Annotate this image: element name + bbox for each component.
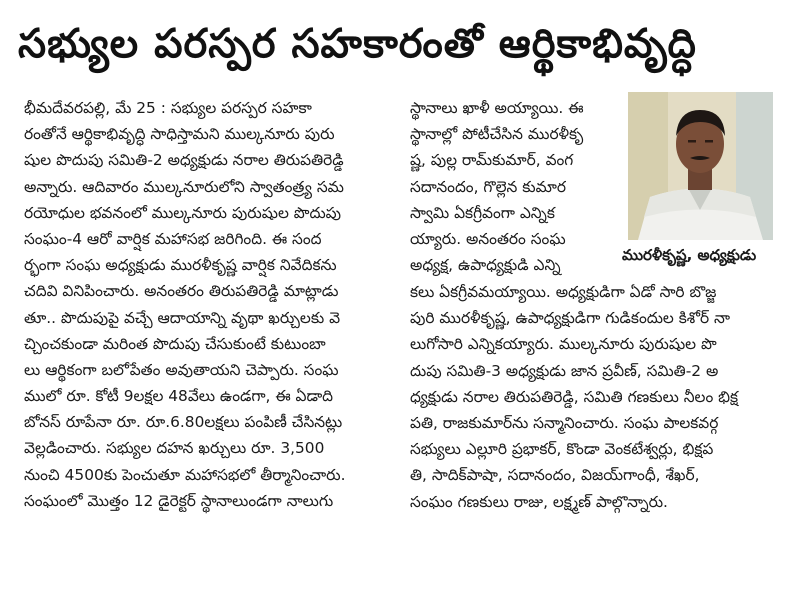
portrait-photo (628, 92, 773, 240)
text-line: తూ.. పొదుపుపై వచ్చే ఆదాయాన్ని వృథా ఖర్చులకు వె (24, 308, 341, 327)
text-line: ధ్యక్షుడు నరాల తిరుపతిరెడ్డి, సమితి గణకులు నీలం భిక్ష (410, 387, 739, 406)
text-line: సభ్యులు ఎల్లూరి ప్రభాకర్, కొండా వెంకటేశ్వర్లు, భిక్షప (410, 440, 714, 459)
text-line: చ్చించకుండా మరింత పొదుపు చేసుకుంటే కుటుంబా (24, 334, 326, 353)
headline: సభ్యుల పరస్పర సహకారంతో ఆర్థికాభివృద్ధి (18, 21, 697, 67)
text-line: వెల్లడించారు. సభ్యుల దహన ఖర్చులు రూ. 3,500 (24, 439, 325, 458)
text-line: స్థానాల్లో పోటీచేసిన మురళీకృ (410, 125, 584, 144)
text-line: భీమదేవరపల్లి, మే 25 : సభ్యుల పరస్పర సహకా (24, 99, 312, 117)
text-line: సదానందం, గొల్లెన కుమార (410, 177, 566, 196)
text-line: రంతోనే ఆర్థికాభివృద్ధి సాధిస్తామని ముల్కనూరు పురు (24, 125, 335, 144)
text-line: తి, సాదిక్‌పాషా, సదానందం, విజయ్‌గాంధీ, శేఖర్, (410, 466, 700, 485)
text-line: బోనస్ రూపేనా రూ. రూ.6.80లక్షలు పంపిణీ చేసినట్లు (24, 413, 343, 432)
text-line: కలు ఏకగ్రీవమయ్యాయి. అధ్యక్షుడిగా ఏడో సారి బొజ్జ (410, 283, 717, 301)
text-line: య్యారు. అనంతరం సంఘ (410, 229, 566, 248)
text-line: స్థానాలు ఖాళీ అయ్యాయి. ఈ (410, 99, 584, 117)
portrait-illustration (628, 92, 773, 240)
text-line: స్వామి ఏకగ్రీవంగా ఎన్నిక (410, 203, 555, 222)
photo-caption: మురళీకృష్ణ, అధ్యక్షుడు (622, 246, 757, 264)
text-line: సంఘం గణకులు రాజు, లక్ష్మణ్ పాల్గొన్నారు. (410, 492, 668, 511)
text-line: రయోధుల భవనంలో ముల్కనూరు పురుషుల పొదుపు (24, 203, 342, 222)
text-line: సంఘం-4 ఆరో వార్షిక మహాసభ జరిగింది. ఈ సంద (24, 229, 322, 248)
text-line: షుల పొదుపు సమితి-2 అధ్యక్షుడు నరాల తిరుపతిరెడ్డి (24, 151, 344, 170)
text-line: దుపు సమితి-3 అధ్యక్షుడు జాన ప్రవీణ్, సమితి-2 అ (410, 361, 719, 380)
text-line: నుంచి 4500కు పెంచుతూ మహాసభలో తీర్మానించారు. (24, 465, 346, 484)
text-line: లుగోసారి ఎన్నికయ్యారు. ముల్కనూరు పురుషుల పొ (410, 335, 717, 354)
text-line: అధ్యక్ష, ఉపాధ్యక్షుడి ఎన్ని (410, 256, 561, 275)
text-line: సంఘంలో మొత్తం 12 డైరెక్టర్ స్థానాలుండగా నాలుగు (24, 491, 334, 510)
text-line: ష్ణ, పుల్ల రామ్‌కుమార్, వంగ (410, 151, 574, 170)
text-line: ర్భంగా సంఘ అధ్యక్షుడు మురళీకృష్ణ వార్షిక నివేదికను (24, 256, 337, 275)
text-line: చదివి వినిపించారు. అనంతరం తిరుపతిరెడ్డి మాట్లాడు (24, 282, 339, 301)
article-right-column-bottom (410, 279, 780, 515)
text-line: ములో రూ. కోటీ 9లక్షల 48వేలు ఉండగా, ఈ ఏడాది (24, 387, 334, 406)
article-right-column-top (410, 95, 620, 278)
text-line: పురి మురళీకృష్ణ, ఉపాధ్యక్షుడిగా గుడికందుల కిశోర్ నా (410, 309, 731, 328)
text-line: లు ఆర్థికంగా బలోపేతం అవుతాయని చెప్పారు. సంఘ (24, 360, 339, 379)
article-left-column (24, 95, 394, 514)
text-line: అన్నారు. ఆదివారం ముల్కనూరులోని స్వాతంత్ర్య సమ (24, 177, 344, 196)
text-line: పతి, రాజకుమార్‌ను సన్మానించారు. సంఘ పాలకవర్గ (410, 413, 719, 432)
